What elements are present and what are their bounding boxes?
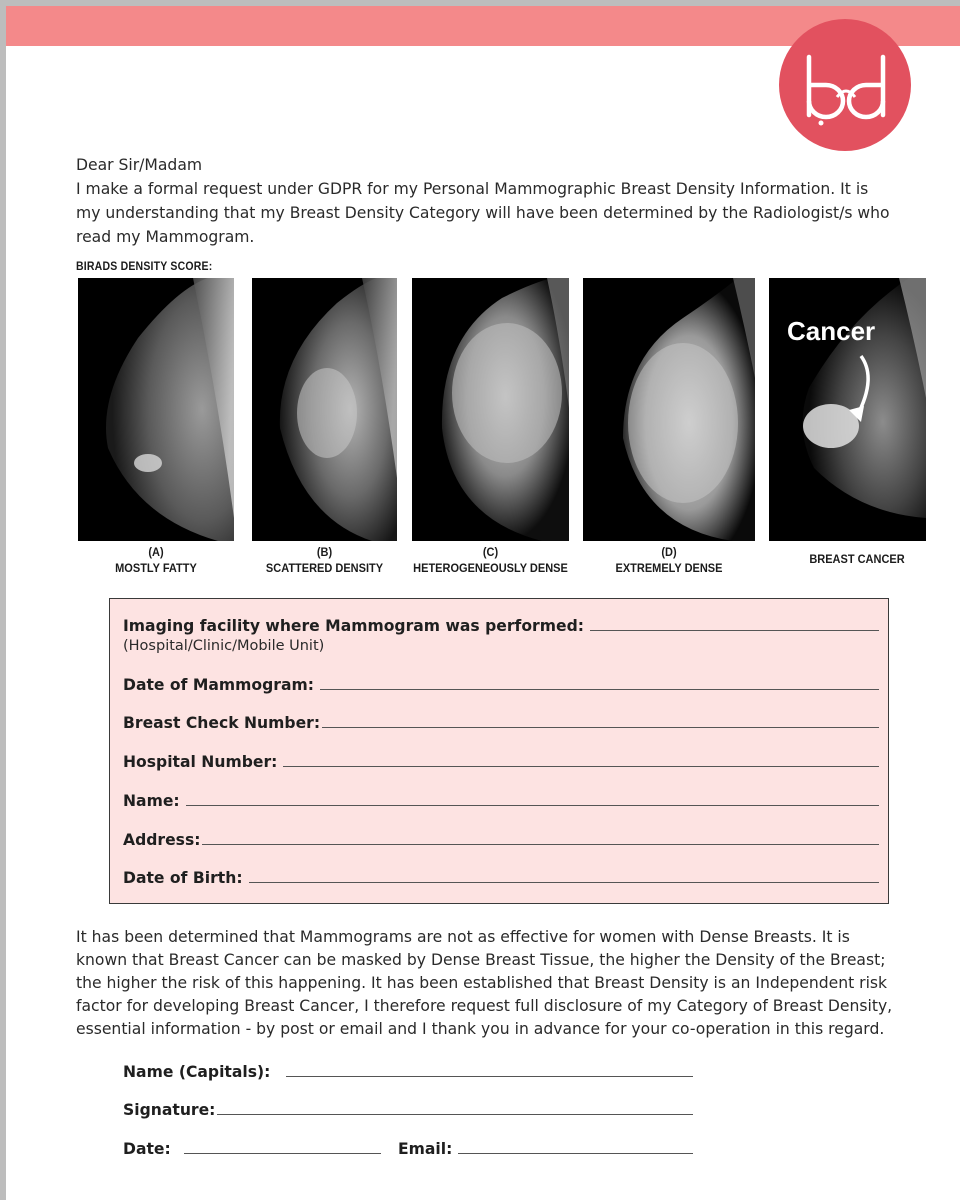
signature-label: Signature: — [123, 1101, 216, 1119]
name-capitals-line[interactable] — [286, 1075, 693, 1077]
greeting: Dear Sir/Madam — [76, 156, 203, 174]
cancer-overlay-label: Cancer — [787, 316, 876, 346]
mammogram-heterogeneously-dense — [412, 278, 569, 541]
hospital-number-field[interactable] — [123, 753, 879, 771]
bd-logo — [779, 19, 911, 151]
disclosure-line: factor for developing Breast Cancer, I therefore request full disclosure of my Category of Breast Density, — [76, 997, 893, 1015]
address-label: Address: — [123, 831, 201, 849]
letter-intro — [76, 153, 926, 249]
address-line[interactable] — [202, 843, 879, 845]
caption-a — [78, 545, 234, 577]
date-of-birth-line[interactable] — [249, 881, 879, 883]
signature-field[interactable] — [123, 1101, 693, 1119]
breast-check-number-field[interactable] — [123, 714, 879, 732]
signature-line[interactable] — [217, 1113, 693, 1115]
disclosure-paragraph — [76, 926, 936, 1041]
mammogram-mostly-fatty — [78, 278, 234, 541]
date-field[interactable] — [123, 1140, 381, 1158]
email-label: Email: — [398, 1140, 453, 1158]
hospital-number-label: Hospital Number: — [123, 753, 278, 771]
intro-line: my understanding that my Breast Density Category will have been determined by the Radiologist/s who — [76, 204, 890, 222]
caption-text: SCATTERED DENSITY — [265, 562, 384, 576]
caption-breast-cancer — [769, 552, 945, 568]
facility-label: Imaging facility where Mammogram was performed: — [123, 617, 584, 635]
date-line[interactable] — [184, 1152, 381, 1154]
caption-text: MOSTLY FATTY — [115, 562, 197, 576]
hospital-number-line[interactable] — [283, 765, 879, 767]
caption-letter: (A) — [148, 546, 164, 560]
caption-text: EXTREMELY DENSE — [615, 562, 723, 576]
caption-text: BREAST CANCER — [809, 553, 905, 567]
date-of-mammogram-field[interactable] — [123, 676, 879, 694]
breast-check-number-line[interactable] — [322, 726, 879, 728]
caption-b — [252, 545, 397, 577]
email-field[interactable] — [398, 1140, 693, 1158]
caption-c — [412, 545, 569, 577]
name-field[interactable] — [123, 792, 879, 810]
caption-letter: (D) — [661, 546, 677, 560]
intro-line: I make a formal request under GDPR for my Personal Mammographic Breast Density Information. It is — [76, 180, 869, 198]
date-of-birth-field[interactable] — [123, 869, 879, 887]
date-of-birth-label: Date of Birth: — [123, 869, 243, 887]
date-label: Date: — [123, 1140, 171, 1158]
name-label: Name: — [123, 792, 180, 810]
birads-label: BIRADS DENSITY SCORE: — [76, 260, 213, 274]
date-of-mammogram-label: Date of Mammogram: — [123, 676, 314, 694]
date-of-mammogram-line[interactable] — [320, 688, 879, 690]
mammogram-extremely-dense — [583, 278, 755, 541]
caption-letter: (C) — [482, 546, 499, 560]
name-capitals-field[interactable] — [123, 1063, 693, 1081]
address-field[interactable] — [123, 831, 879, 849]
disclosure-line: the higher the risk of this happening. It has been established that Breast Density is an Independent risk — [76, 974, 888, 992]
caption-letter: (B) — [316, 546, 333, 560]
facility-line[interactable] — [590, 629, 879, 631]
name-capitals-label: Name (Capitals): — [123, 1063, 271, 1081]
facility-field[interactable] — [123, 617, 879, 635]
email-line[interactable] — [458, 1152, 693, 1154]
caption-text: HETEROGENEOUSLY DENSE — [413, 562, 568, 576]
facility-sublabel: (Hospital/Clinic/Mobile Unit) — [123, 638, 325, 654]
disclosure-line: known that Breast Cancer can be masked by Dense Breast Tissue, the higher the Density of the Breast; — [76, 951, 886, 969]
caption-d — [583, 545, 755, 577]
breast-check-number-label: Breast Check Number: — [123, 714, 321, 732]
disclosure-line: essential information - by post or email and I thank you in advance for your co-operation in this regard. — [76, 1020, 885, 1038]
mammogram-breast-cancer — [769, 278, 926, 541]
disclosure-line: It has been determined that Mammograms are not as effective for women with Dense Breasts. It is — [76, 928, 850, 946]
mammogram-scattered-density — [252, 278, 397, 541]
name-line[interactable] — [186, 804, 879, 806]
intro-line: read my Mammogram. — [76, 228, 255, 246]
